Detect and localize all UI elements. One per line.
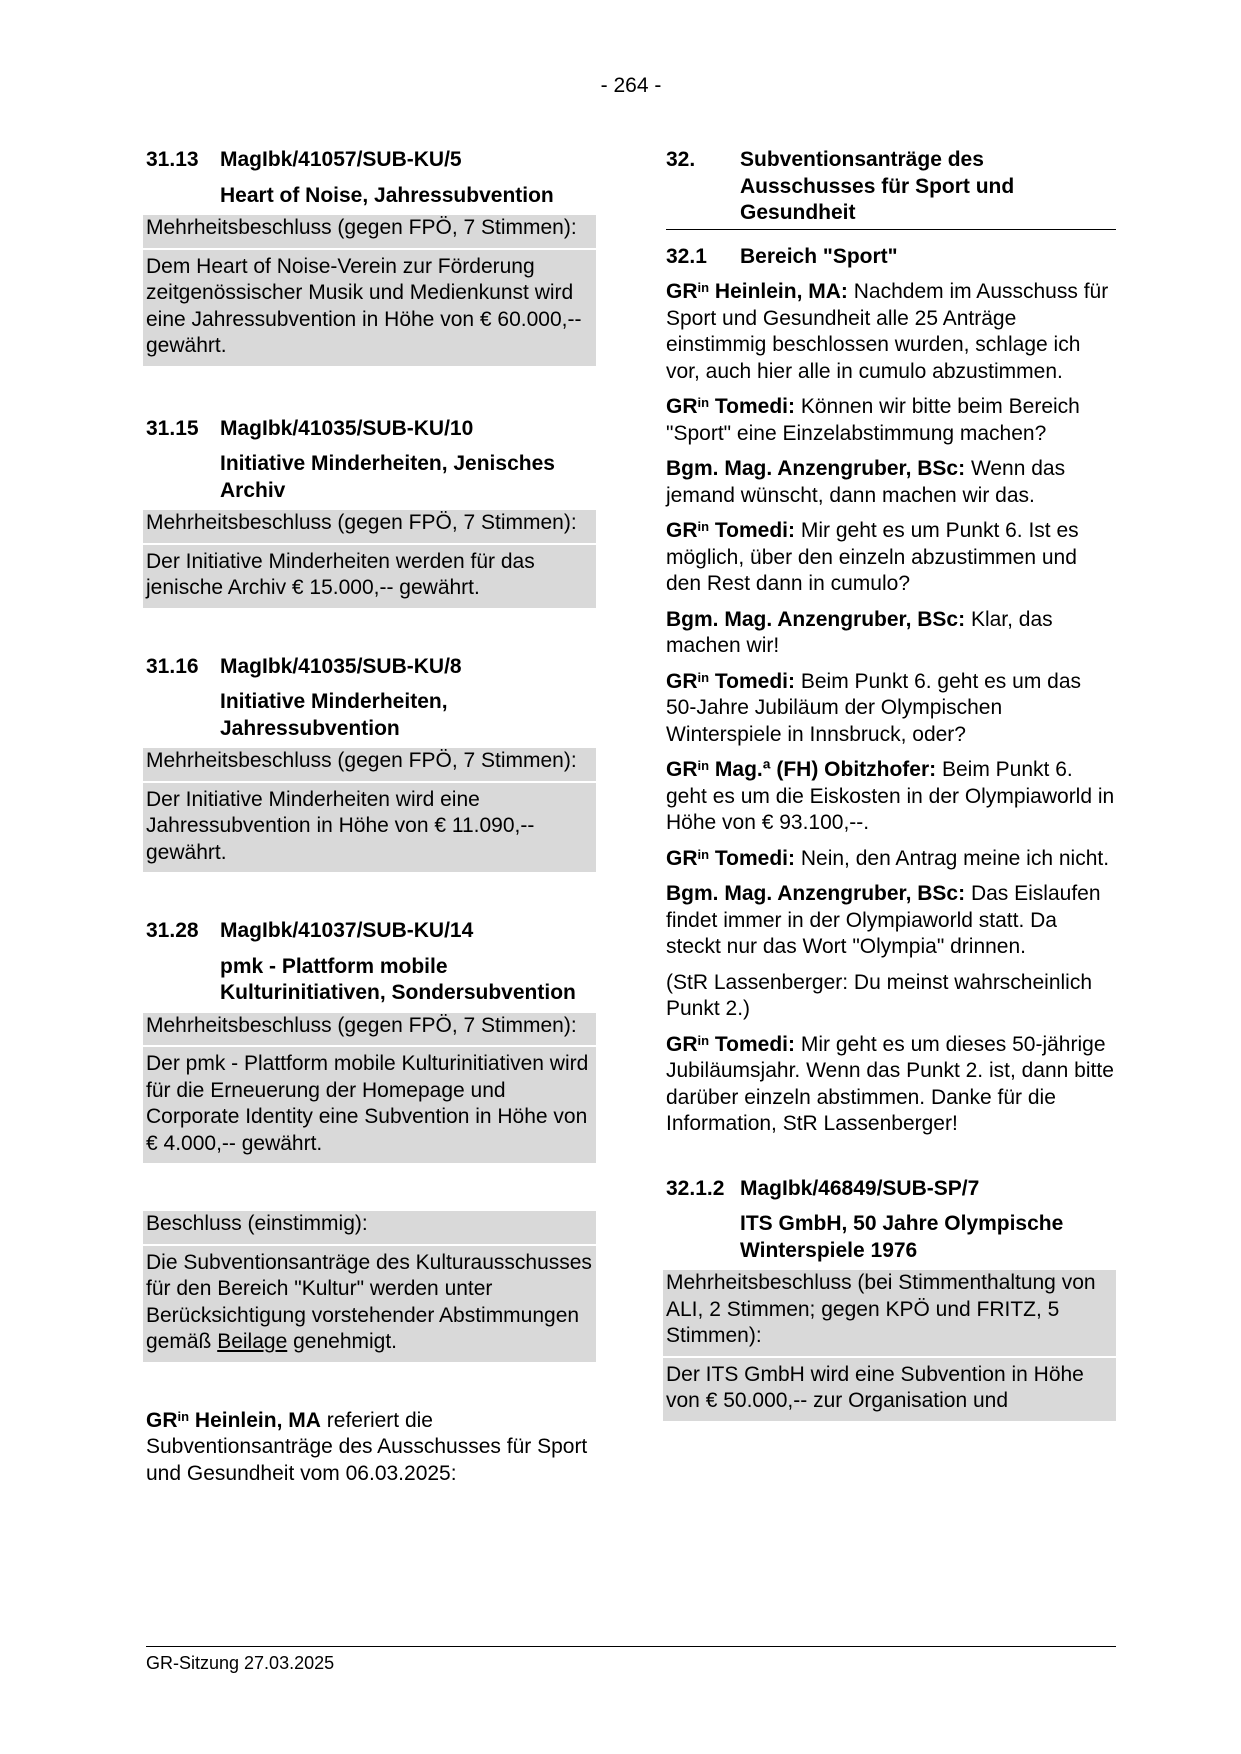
speech-paragraph — [666, 607, 1116, 660]
speaker-name: Bgm. Mag. Anzengruber, BSc: — [666, 882, 966, 905]
resolution-box — [143, 1013, 596, 1164]
item-title: Initiative Minderheiten, Jenisches Archiv — [220, 452, 555, 502]
speaker-name: Bgm. Mag. Anzengruber, BSc: — [666, 457, 966, 480]
final-resolution-text-before: Die Subventionsanträge des Kulturausschusses für den Bereich "Kultur" werden unter Berücksichtigung vorstehender Abstimmungen gemäß — [146, 1250, 592, 1353]
speech-paragraph — [666, 394, 1116, 447]
speaker-name: $GR^{in}$ Tomedi: — [666, 846, 796, 870]
item-number: 31.15 — [146, 416, 199, 440]
speaker-name: $GR^{in}$ Heinlein, MA: — [666, 280, 848, 303]
item-heading — [146, 416, 596, 443]
vote-text: Mehrheitsbeschluss (gegen FPÖ, 7 Stimmen): — [146, 216, 577, 239]
closing-statement — [146, 1408, 596, 1488]
speaker-name: $GR^{in}$ Tomedi: — [666, 669, 796, 693]
speech-text: Das Eislaufen findet immer in der Olympiaworld statt. Da steckt nur das Wort "Olympia" drinnen. — [666, 882, 1101, 958]
speech-text: (StR Lassenberger: Du meinst wahrscheinlich Punkt 2.) — [666, 970, 1093, 1020]
speaker-name: $GR^{in}$ Tomedi: — [666, 1032, 796, 1056]
right-column — [666, 147, 1116, 1421]
speech-text: Beim Punkt 6. geht es um die Eiskosten in der Olympiaworld in Höhe von € 93.100,--. — [666, 758, 1115, 834]
agenda-item — [146, 147, 596, 366]
final-resolution-text-after: genehmigt. — [293, 1330, 398, 1353]
speech-text: Können wir bitte beim Bereich "Sport" eine Einzelabstimmung machen? — [666, 395, 1080, 445]
item-code: MagIbk/41035/SUB-KU/10 — [220, 416, 474, 440]
speech-text: Klar, das machen wir! — [666, 607, 1053, 657]
subsection-number: 32.1 — [666, 244, 707, 268]
section-heading — [666, 147, 1116, 230]
left-column — [146, 147, 596, 1487]
item-number: 31.13 — [146, 148, 199, 171]
item-heading — [146, 654, 596, 681]
resolution-text: Dem Heart of Noise-Verein zur Förderung zeitgenössischer Musik und Medienkunst wird eine Jahressubvention in Höhe von € 60.000,-- gewährt. — [146, 254, 582, 357]
speaker-name: $GR^{in}$ Tomedi: — [666, 395, 796, 418]
final-resolution-box — [143, 1211, 596, 1362]
vote-text: Mehrheitsbeschluss (gegen FPÖ, 7 Stimmen): — [146, 511, 577, 534]
speech-paragraph — [666, 881, 1116, 961]
speaker-name: Bgm. Mag. Anzengruber, BSc: — [666, 607, 966, 631]
vote-text: Mehrheitsbeschluss (gegen FPÖ, 7 Stimmen): — [146, 1013, 577, 1037]
subsection-title: Bereich "Sport" — [740, 244, 898, 268]
vote-text: Mehrheitsbeschluss (gegen FPÖ, 7 Stimmen): — [146, 749, 577, 772]
resolution-box — [663, 1270, 1116, 1421]
resolution-text: Der Initiative Minderheiten wird eine Jahressubvention in Höhe von € 11.090,-- gewährt. — [146, 787, 535, 864]
page-number: - 264 - — [600, 74, 662, 97]
subsection-heading — [666, 244, 1116, 271]
speech-paragraph — [666, 970, 1116, 1023]
speech-text: Wenn das jemand wünscht, dann machen wir das. — [666, 457, 1066, 507]
agenda-item — [666, 1176, 1116, 1421]
resolution-text: Der ITS GmbH wird eine Subvention in Höhe von € 50.000,-- zur Organisation und — [666, 1362, 1084, 1412]
speaker-name: $GR^{in}$ Mag.ª (FH) Obitzhofer: — [666, 758, 937, 781]
resolution-box — [143, 510, 596, 608]
speech-text: Mir geht es um Punkt 6. Ist es möglich, über den einzeln abzustimmen und den Rest dann in cumulo? — [666, 519, 1079, 595]
resolution-text: Der pmk - Plattform mobile Kulturinitiativen wird für die Erneuerung der Homepage und Corporate Identity eine Subvention in Höhe von € 4.000,-- gewährt. — [146, 1052, 589, 1155]
item-title: Initiative Minderheiten, Jahressubvention — [220, 690, 448, 740]
speech-text: Nein, den Antrag meine ich nicht. — [800, 846, 1110, 870]
beilage-link[interactable]: Beilage — [217, 1330, 288, 1353]
final-resolution-text — [146, 1250, 593, 1362]
vote-text: Mehrheitsbeschluss (bei Stimmenthaltung von ALI, 2 Stimmen; gegen KPÖ und FRITZ, 5 Stimmen): — [666, 1271, 1096, 1347]
speech-paragraph — [666, 1032, 1116, 1138]
speaker-name: $GR^{in}$ Tomedi: — [666, 519, 796, 542]
speech-text: Mir geht es um dieses 50-jährige Jubiläumsjahr. Wenn das Punkt 2. ist, dann bitte darüber einzeln abstimmen. Danke für die Information, StR Lassenberger! — [666, 1032, 1114, 1135]
agenda-item — [146, 918, 596, 1163]
agenda-item — [146, 416, 596, 608]
speech-paragraph — [666, 757, 1116, 837]
section-number: 32. — [666, 148, 696, 171]
speech-paragraph — [666, 518, 1116, 598]
resolution-box — [143, 748, 596, 872]
section-title: Subventionsanträge des Ausschusses für Sport und Gesundheit — [740, 148, 1015, 224]
item-code: MagIbk/41035/SUB-KU/8 — [220, 654, 462, 678]
item-number: 32.1.2 — [666, 1176, 725, 1200]
resolution-box — [143, 215, 596, 366]
speech-paragraph — [666, 846, 1116, 873]
item-title: pmk - Plattform mobile Kulturinitiativen, Sondersubvention — [220, 954, 576, 1004]
speech-paragraph — [666, 669, 1116, 749]
item-heading — [146, 918, 596, 945]
speech-text: Beim Punkt 6. geht es um das 50-Jahre Jubiläum der Olympischen Winterspiele in Innsbruck, oder? — [666, 669, 1082, 746]
speech-paragraph — [666, 456, 1116, 509]
agenda-item — [146, 654, 596, 873]
item-code: MagIbk/41057/SUB-KU/5 — [220, 148, 462, 171]
item-title: ITS GmbH, 50 Jahre Olympische Winterspiele 1976 — [740, 1212, 1064, 1262]
footer-text: GR-Sitzung 27.03.2025 — [146, 1653, 335, 1673]
item-heading — [146, 147, 596, 174]
item-code: MagIbk/46849/SUB-SP/7 — [740, 1176, 980, 1200]
speech-paragraph — [666, 279, 1116, 385]
speaker-name: $GR^{in}$ Heinlein, MA — [146, 1408, 321, 1432]
speech-list — [666, 279, 1116, 1138]
item-title: Heart of Noise, Jahressubvention — [220, 183, 554, 207]
footer-rule — [146, 1646, 1116, 1647]
item-number: 31.28 — [146, 919, 199, 942]
item-number: 31.16 — [146, 654, 199, 678]
final-resolution-label: Beschluss (einstimmig): — [146, 1212, 368, 1235]
speech-text: Nachdem im Ausschuss für Sport und Gesundheit alle 25 Anträge einstimmig beschlossen wurden, schlage ich vor, auch hier alle in cumulo abzustimmen. — [666, 280, 1109, 383]
resolution-text: Der Initiative Minderheiten werden für das jenische Archiv € 15.000,-- gewährt. — [146, 549, 535, 599]
item-code: MagIbk/41037/SUB-KU/14 — [220, 919, 474, 942]
closing-text: referiert die Subventionsanträge des Ausschusses für Sport und Gesundheit vom 06.03.2025: — [146, 1408, 588, 1485]
item-heading — [666, 1176, 1116, 1203]
